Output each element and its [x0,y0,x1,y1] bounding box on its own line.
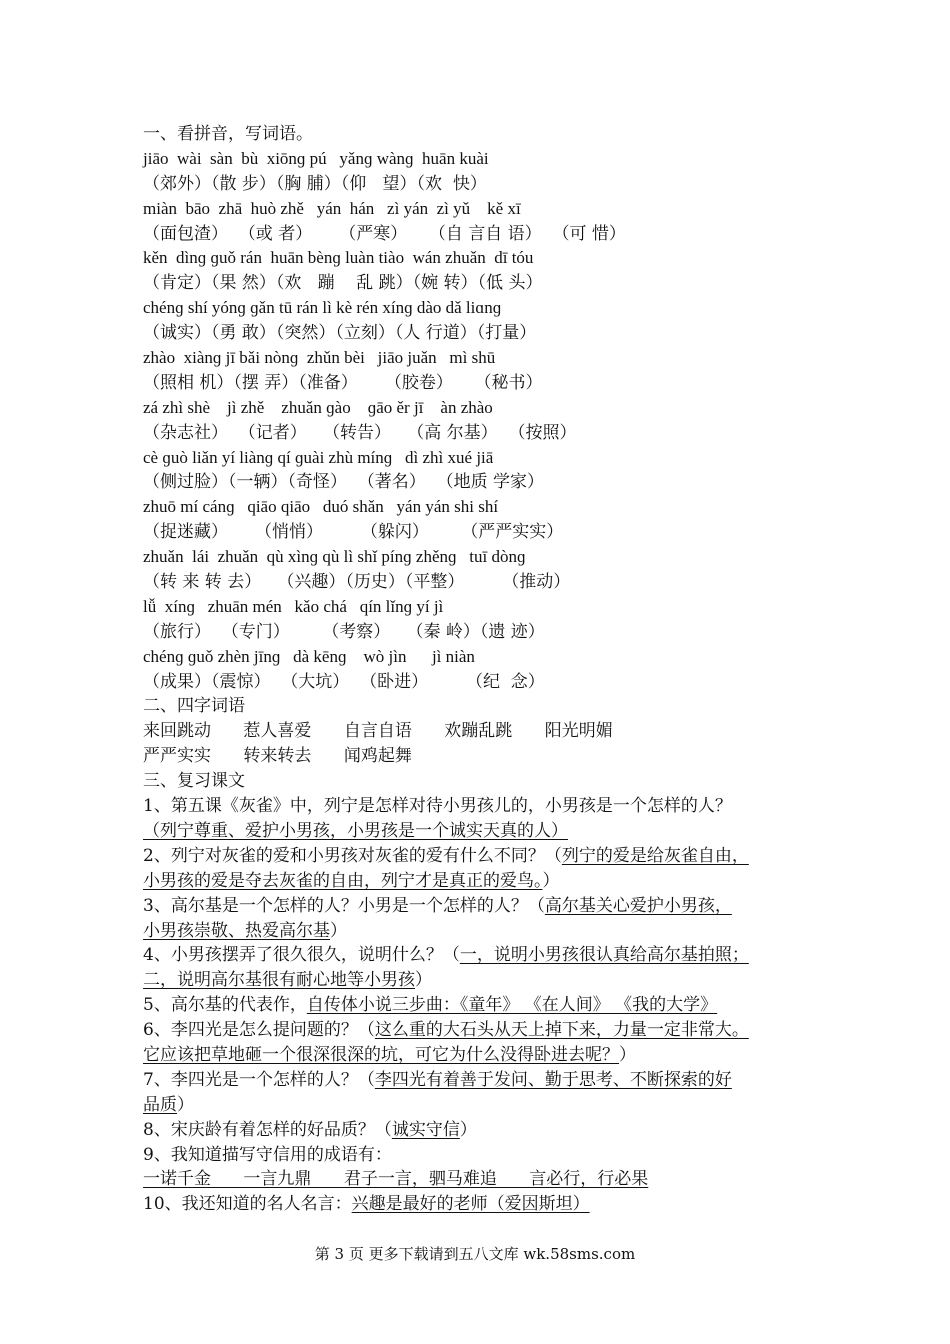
answer-10: 兴趣是最好的老师（爱因斯坦） [351,1194,590,1215]
pinyin-row: zhuō mí cánɡ qiāo qiāo duó shǎn yán yán shi shí [143,497,499,517]
pinyin-row: cè ɡuò liǎn yí liànɡ qí ɡuài zhù mínɡ dì zhì xué jiā [143,447,494,467]
close-paren: ） [330,920,347,941]
pinyin-row: chénɡ ɡuǒ zhèn jīnɡ dà kēnɡ wò jìn jì niàn [143,646,475,666]
word-row: （肯定）（果 然）（欢 蹦 乱 跳）（婉 转）（低 头） [143,273,543,294]
close-paren: ） [619,1044,636,1065]
word-row: （侧过脸）（一辆）（奇怪） （著名） （地质 学家） [143,472,545,493]
answer-2-cont: 小男孩的爱是夺去灰雀的自由，列宁才是真正的爱鸟。 [143,870,543,891]
pinyin-row: miàn bāo zhā huò zhě yán hán zì yán zì yǔ kě xī [143,198,521,218]
word-row: （诚实）（勇 敢）（突然）（立刻）（人 行道）（打量） [143,323,537,344]
question-5: 5、高尔基的代表作， [143,995,307,1016]
word-row: （郊外）（散 步）（胸 脯）（仰 望）（欢 快） [143,173,487,194]
answer-5: 自传体小说三步曲：《童年》 《在人间》 《我的大学》 [306,995,718,1016]
word-row: （转 来 转 去） （兴趣）（历史）（平整） （推动） [143,572,571,593]
answer-7-cont: 品质 [143,1094,177,1115]
document-body [143,122,833,1217]
word-row: （成果）（震惊） （大坑） （卧进） （纪 念） [143,671,545,692]
pinyin-row: jiāo wài sàn bù xiōnɡ pú yǎnɡ wànɡ huān kuài [143,148,489,168]
section1-heading: 一、看拼音，写词语。 [143,124,313,144]
question-9: 9、我知道描写守信用的成语有： [143,1144,392,1165]
answer-2: 列宁的爱是给灰雀自由， [561,845,749,866]
question-3: 3、高尔基是一个怎样的人？小男是一个怎样的人？（ [143,895,545,916]
pinyin-row: kěn dìnɡ ɡuǒ rán huān bènɡ luàn tiào wán zhuǎn dī tóu [143,248,534,268]
answer-6: 这么重的大石头从天上掉下来，力量一定非常大。 [374,1020,749,1041]
answer-3: 高尔基关心爱护小男孩， [544,895,732,916]
answer-1: （列宁尊重、爱护小男孩，小男孩是一个诚实天真的人） [143,820,568,841]
question-4: 4、小男孩摆弄了很久很久，说明什么？（ [143,945,460,966]
pinyin-row: zhào xiànɡ jī bǎi nònɡ zhǔn bèi jiāo juǎn mì shū [143,348,496,368]
word-row: （杂志社） （记者） （转告） （高 尔基） （按照） [143,422,577,443]
question-7: 7、李四光是一个怎样的人？（ [143,1069,375,1090]
answer-6-cont: 它应该把草地砸一个很深很深的坑，可它为什么没得卧进去呢？ [143,1044,619,1065]
section3-heading: 三、复习课文 [143,771,245,792]
pinyin-row: zhuǎn lái zhuǎn qù xìnɡ qù lì shǐ pínɡ zhěnɡ tuī dònɡ [143,547,526,567]
four-char-words-line: 来回跳动 惹人喜爱 自言自语 欢蹦乱跳 阳光明媚 [143,721,613,742]
word-row: （旅行） （专门） （考察） （秦 岭）（遗 迹） [143,621,545,642]
answer-8: 诚实守信 [391,1119,460,1140]
close-paren: ） [542,870,560,891]
word-row: （照相 机）（摆 弄）（准备） （胶卷） （秘书） [143,372,543,393]
close-paren: ） [459,1119,477,1140]
four-char-words-line: 严严实实 转来转去 闻鸡起舞 [143,746,412,767]
section2-heading: 二、四字词语 [143,696,245,717]
pinyin-row: zá zhì shè jì zhě zhuǎn ɡào ɡāo ěr jī àn zhào [143,397,493,417]
question-1: 1、第五课《灰雀》中，列宁是怎样对待小男孩儿的，小男孩是一个怎样的人？ [143,796,732,817]
answer-4-cont: 二，说明高尔基很有耐心地等小男孩 [143,970,415,991]
question-2: 2、列宁对灰雀的爱和小男孩对灰雀的爱有什么不同？（ [143,845,562,866]
word-row: （捉迷藏） （悄悄） （躲闪） （严严实实） [143,522,564,543]
answer-4: 一，说明小男孩很认真给高尔基拍照； [459,945,749,966]
answer-9: 一诺千金 一言九鼎 君子一言，驷马难追 言必行，行必果 [143,1169,649,1190]
answer-3-cont: 小男孩崇敬、热爱高尔基 [143,920,330,941]
question-8: 8、宋庆龄有着怎样的好品质？（ [143,1119,392,1140]
close-paren: ） [177,1094,194,1115]
close-paren: ） [415,970,432,991]
question-10: 10、我还知道的名人名言： [143,1194,352,1215]
pinyin-row: chénɡ shí yónɡ ɡǎn tū rán lì kè rén xínɡ dào dǎ liɑnɡ [143,298,502,318]
answer-7: 李四光有着善于发问、勤于思考、不断探索的好 [374,1069,732,1090]
question-6: 6、李四光是怎么提问题的？（ [143,1020,375,1041]
word-row: （面包渣） （或 者） （严寒） （自 言自 语） （可 惜） [143,223,626,244]
pinyin-row: lǚ xínɡ zhuān mén kǎo chá qín lǐnɡ yí jì [143,596,444,616]
page-footer: 第 3 页 更多下载请到五八文库 wk.58sms.com [314,1245,636,1263]
